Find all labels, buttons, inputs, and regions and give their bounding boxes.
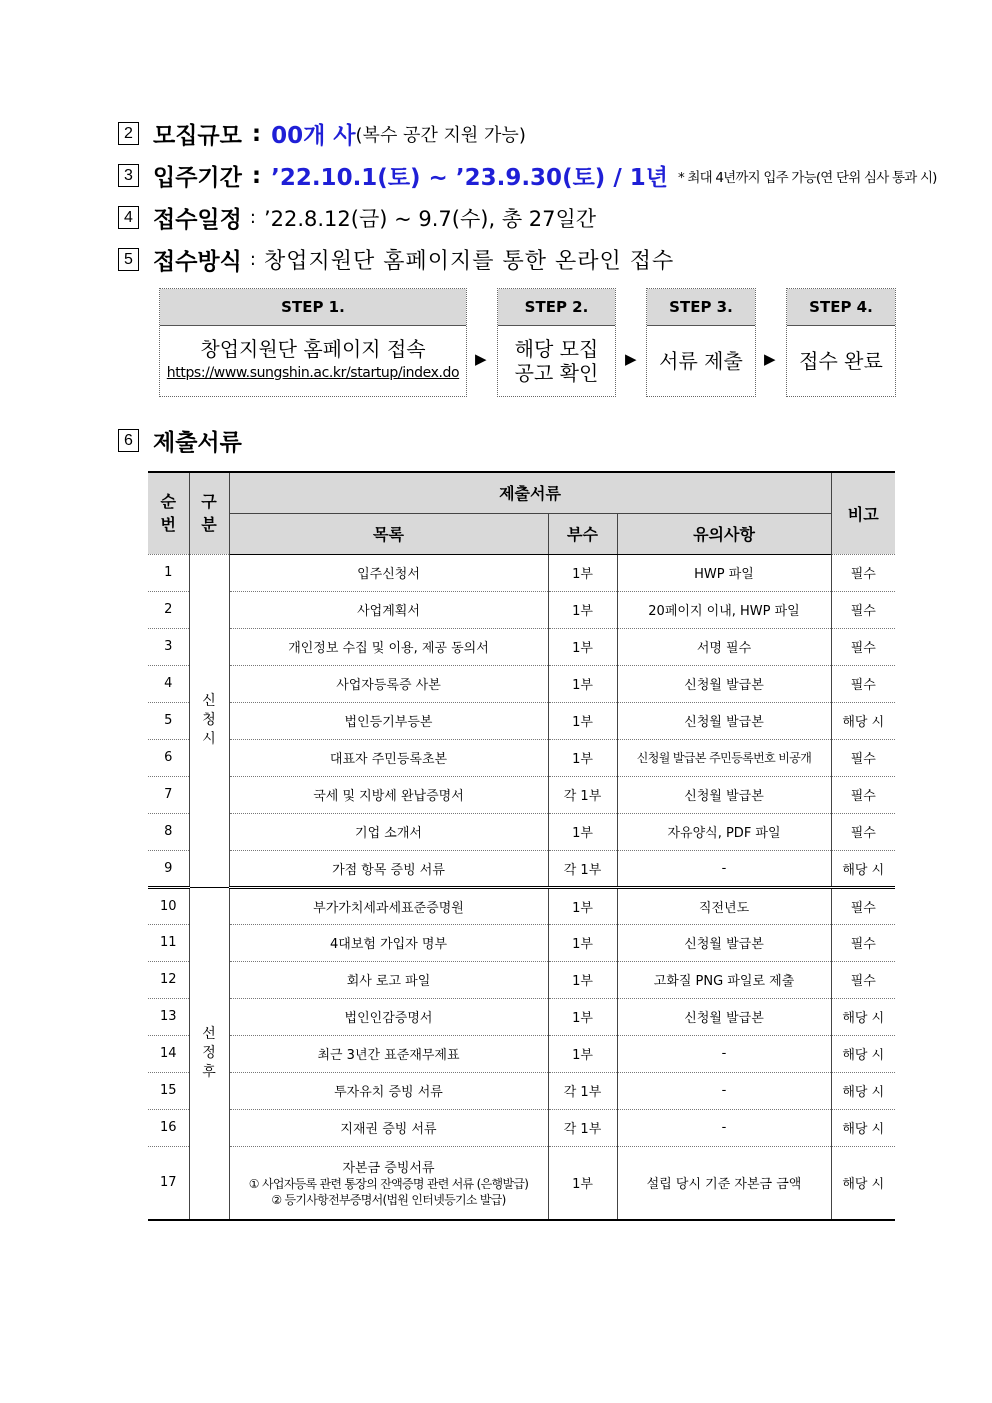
- row-number: 3: [148, 628, 189, 665]
- remark-cell: 필수: [831, 739, 895, 776]
- copies-cell: 1부: [548, 1146, 617, 1220]
- table-row: [148, 1035, 895, 1072]
- document-name: 사업자등록증 사본: [229, 665, 548, 702]
- document-name: 법인인감증명서: [229, 998, 548, 1035]
- document-name: 기업 소개서: [229, 813, 548, 850]
- note-cell: 서명 필수: [617, 628, 831, 665]
- step-2-text-line2: 공고 확인: [514, 360, 599, 385]
- remark-cell: 해당 시: [831, 850, 895, 887]
- table-row: [148, 1109, 895, 1146]
- document-name: 지재권 증빙 서류: [229, 1109, 548, 1146]
- remark-cell: 필수: [831, 665, 895, 702]
- row-number: 17: [148, 1146, 189, 1220]
- header-category: 구분: [189, 472, 229, 554]
- period-note: * 최대 4년까지 입주 가능(연 단위 심사 통과 시): [677, 169, 937, 186]
- row-number: 8: [148, 813, 189, 850]
- table-row: [148, 1146, 895, 1220]
- remark-cell: 필수: [831, 924, 895, 961]
- copies-cell: 각 1부: [548, 1072, 617, 1109]
- row-number: 12: [148, 961, 189, 998]
- table-row: [148, 924, 895, 961]
- documents-table: [148, 471, 895, 1221]
- note-cell: -: [617, 1109, 831, 1146]
- row-number: 10: [148, 887, 189, 924]
- copies-cell: 1부: [548, 665, 617, 702]
- copies-cell: 1부: [548, 628, 617, 665]
- section-application-schedule: [118, 201, 596, 234]
- step-2-box: [497, 288, 616, 397]
- capital-docs-sub1: ① 사업자등록 관련 통장의 잔액증명 관련 서류 (은행발급): [248, 1177, 529, 1192]
- note-cell: 신청월 발급본 주민등록번호 비공개: [617, 739, 831, 776]
- note-cell: 신청월 발급본: [617, 998, 831, 1035]
- note-cell: 20페이지 이내, HWP 파일: [617, 591, 831, 628]
- row-number: 13: [148, 998, 189, 1035]
- remark-cell: 해당 시: [831, 998, 895, 1035]
- section-label: 접수방식: [153, 249, 242, 275]
- table-row: [148, 998, 895, 1035]
- startup-homepage-link[interactable]: https://www.sungshin.ac.kr/startup/index.do: [166, 364, 460, 381]
- header-list: 목록: [229, 513, 548, 554]
- step-2-text-line1: 해당 모집: [514, 336, 599, 361]
- row-number: 16: [148, 1109, 189, 1146]
- schedule-value: ’22.8.12(금) ~ 9.7(수), 총 27일간: [263, 206, 597, 231]
- table-row: [148, 1072, 895, 1109]
- note-cell: 설립 당시 기준 자본금 금액: [617, 1146, 831, 1220]
- copies-cell: 각 1부: [548, 850, 617, 887]
- table-row: [148, 554, 895, 591]
- step-1-box: [159, 288, 467, 397]
- document-name: 대표자 주민등록초본: [229, 739, 548, 776]
- group-after-selection: 선정후: [189, 887, 229, 1220]
- colon: :: [251, 120, 262, 147]
- copies-cell: 각 1부: [548, 1109, 617, 1146]
- remark-cell: 필수: [831, 961, 895, 998]
- copies-cell: 1부: [548, 998, 617, 1035]
- note-cell: 신청월 발급본: [617, 702, 831, 739]
- recruit-count: 00개 사: [271, 123, 356, 149]
- remark-cell: 해당 시: [831, 1072, 895, 1109]
- section-residence-period: [118, 159, 937, 192]
- remark-cell: 해당 시: [831, 1146, 895, 1220]
- table-row: [148, 702, 895, 739]
- capital-docs-title: 자본금 증빙서류: [342, 1161, 435, 1177]
- note-cell: HWP 파일: [617, 554, 831, 591]
- row-number: 11: [148, 924, 189, 961]
- document-name: 국세 및 지방세 완납증명서: [229, 776, 548, 813]
- row-number: 5: [148, 702, 189, 739]
- remark-cell: 해당 시: [831, 702, 895, 739]
- table-row: [148, 813, 895, 850]
- note-cell: 자유양식, PDF 파일: [617, 813, 831, 850]
- copies-cell: 1부: [548, 702, 617, 739]
- colon: :: [251, 162, 262, 189]
- document-name: 입주신청서: [229, 554, 548, 591]
- note-cell: -: [617, 1035, 831, 1072]
- arrow-icon: ▶: [625, 350, 637, 368]
- table-row: [148, 776, 895, 813]
- table-row: [148, 628, 895, 665]
- step-1-header: STEP 1.: [160, 289, 466, 326]
- note-cell: 직전년도: [617, 887, 831, 924]
- step-1-text: 창업지원단 홈페이지 접속: [200, 336, 426, 361]
- capital-docs-sub2: ② 등기사항전부증명서(법원 인터넷등기소 발급): [271, 1193, 506, 1208]
- document-name: 투자유치 증빙 서류: [229, 1072, 548, 1109]
- table-row: [148, 850, 895, 887]
- section-label: 제출서류: [153, 430, 242, 456]
- document-name: 가점 항목 증빙 서류: [229, 850, 548, 887]
- header-copies: 부수: [548, 513, 617, 554]
- section-label: 접수일정: [153, 207, 242, 233]
- document-name: 개인정보 수집 및 이용, 제공 동의서: [229, 628, 548, 665]
- group-apply: 신청시: [189, 554, 229, 887]
- table-cell: [229, 1146, 548, 1220]
- note-cell: 신청월 발급본: [617, 776, 831, 813]
- section-number: 6: [118, 429, 139, 452]
- row-number: 9: [148, 850, 189, 887]
- note-cell: 신청월 발급본: [617, 665, 831, 702]
- copies-cell: 1부: [548, 813, 617, 850]
- section-number: 4: [118, 206, 139, 229]
- step-3-box: [646, 288, 756, 397]
- remark-cell: 필수: [831, 628, 895, 665]
- row-number: 14: [148, 1035, 189, 1072]
- note-cell: -: [617, 1072, 831, 1109]
- copies-cell: 1부: [548, 591, 617, 628]
- copies-cell: 1부: [548, 554, 617, 591]
- document-name: 최근 3년간 표준재무제표: [229, 1035, 548, 1072]
- remark-cell: 해당 시: [831, 1035, 895, 1072]
- row-number: 1: [148, 554, 189, 591]
- remark-cell: 필수: [831, 813, 895, 850]
- header-remark: 비고: [831, 472, 895, 554]
- table-row: [148, 961, 895, 998]
- row-number: 6: [148, 739, 189, 776]
- section-application-method: [118, 243, 674, 276]
- method-value: 창업지원단 홈페이지를 통한 온라인 접수: [263, 249, 675, 274]
- table-row: [148, 739, 895, 776]
- table-row: [148, 887, 895, 924]
- row-number: 15: [148, 1072, 189, 1109]
- table-row: [148, 665, 895, 702]
- copies-cell: 1부: [548, 1035, 617, 1072]
- step-4-box: [786, 288, 896, 397]
- step-2-header: STEP 2.: [498, 289, 615, 326]
- document-name: 회사 로고 파일: [229, 961, 548, 998]
- section-number: 5: [118, 248, 139, 271]
- document-name: 법인등기부등본: [229, 702, 548, 739]
- note-cell: 신청월 발급본: [617, 924, 831, 961]
- row-number: 7: [148, 776, 189, 813]
- header-notes: 유의사항: [617, 513, 831, 554]
- arrow-icon: ▶: [764, 350, 776, 368]
- section-label: 모집규모: [153, 123, 242, 149]
- step-4-text: 접수 완료: [799, 348, 883, 373]
- row-number: 4: [148, 665, 189, 702]
- section-number: 3: [118, 164, 139, 187]
- document-name: 4대보험 가입자 명부: [229, 924, 548, 961]
- copies-cell: 1부: [548, 961, 617, 998]
- header-number: 순번: [148, 472, 189, 554]
- note-cell: 고화질 PNG 파일로 제출: [617, 961, 831, 998]
- copies-cell: 1부: [548, 924, 617, 961]
- table-row: [148, 591, 895, 628]
- copies-cell: 1부: [548, 887, 617, 924]
- step-3-text: 서류 제출: [659, 348, 743, 373]
- copies-cell: 1부: [548, 739, 617, 776]
- section-number: 2: [118, 122, 139, 145]
- remark-cell: 해당 시: [831, 1109, 895, 1146]
- colon: :: [249, 207, 256, 228]
- step-3-header: STEP 3.: [647, 289, 755, 326]
- colon: :: [249, 249, 256, 270]
- arrow-icon: ▶: [475, 350, 487, 368]
- section-recruit-scale: [118, 117, 526, 150]
- document-name: 사업계획서: [229, 591, 548, 628]
- copies-cell: 각 1부: [548, 776, 617, 813]
- period-value: ’22.10.1(토) ~ ’23.9.30(토) / 1년: [271, 165, 668, 191]
- remark-cell: 필수: [831, 776, 895, 813]
- remark-cell: 필수: [831, 554, 895, 591]
- header-documents: 제출서류: [229, 472, 831, 513]
- note-cell: -: [617, 850, 831, 887]
- recruit-note: (복수 공간 지원 가능): [355, 124, 526, 146]
- document-name: 부가가치세과세표준증명원: [229, 887, 548, 924]
- section-label: 입주기간: [153, 165, 242, 191]
- remark-cell: 필수: [831, 591, 895, 628]
- section-documents: [118, 424, 242, 457]
- row-number: 2: [148, 591, 189, 628]
- remark-cell: 필수: [831, 887, 895, 924]
- step-4-header: STEP 4.: [787, 289, 895, 326]
